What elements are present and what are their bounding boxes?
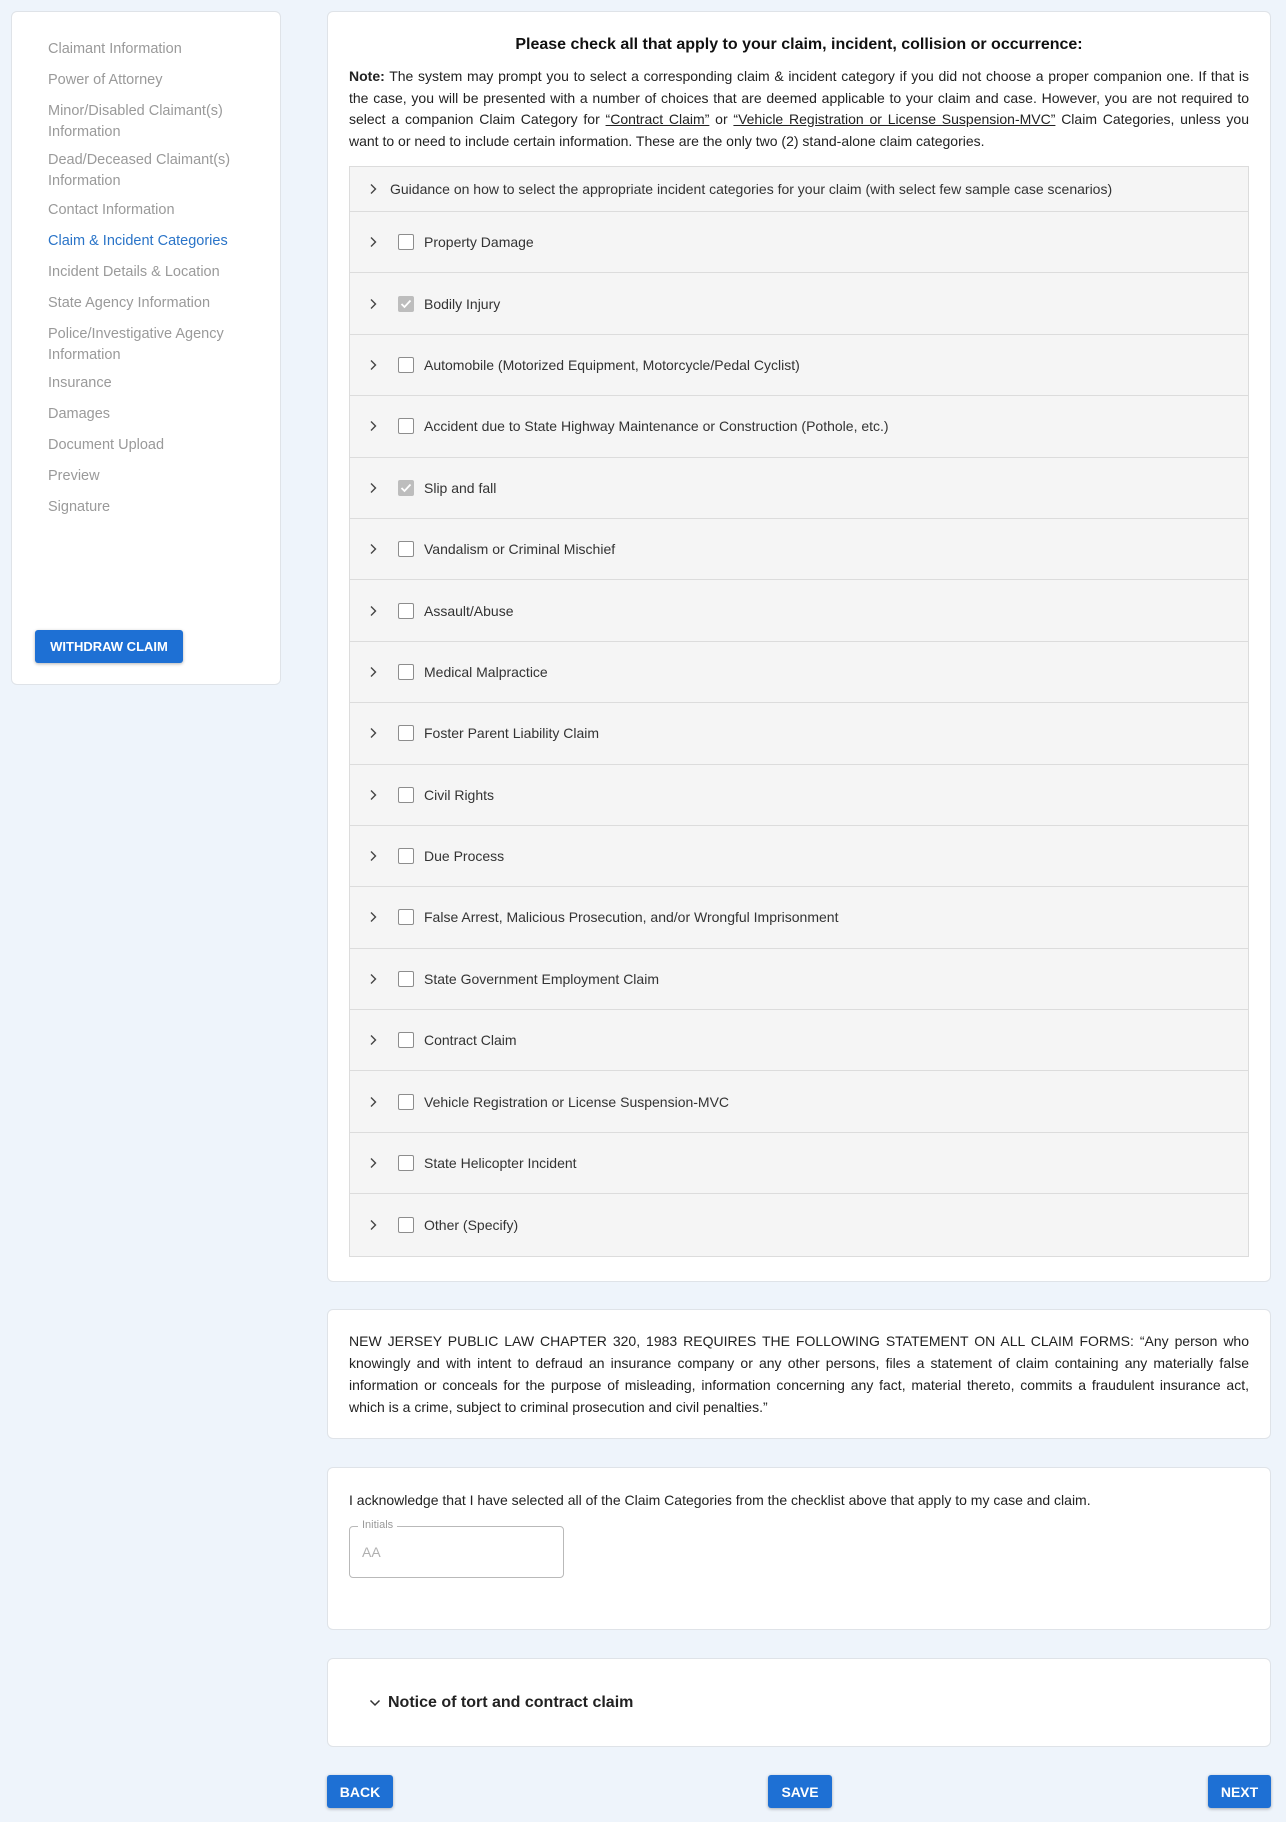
category-checkbox[interactable] xyxy=(398,909,414,925)
category-checkbox[interactable] xyxy=(398,603,414,619)
chevron-right-icon[interactable] xyxy=(366,1095,380,1109)
category-row[interactable] xyxy=(350,887,1248,948)
sidebar-item[interactable]: Damages xyxy=(48,406,111,422)
category-label: Accident due to State Highway Maintenance or Construction (Pothole, etc.) xyxy=(424,418,889,435)
sidebar-item[interactable]: State Agency Information xyxy=(48,295,211,311)
category-checkbox[interactable] xyxy=(398,725,414,741)
category-label: Property Damage xyxy=(424,234,534,251)
save-button[interactable]: SAVE xyxy=(768,1775,832,1808)
category-row[interactable] xyxy=(350,458,1248,519)
category-checkbox[interactable] xyxy=(398,1094,414,1110)
category-label: Contract Claim xyxy=(424,1032,517,1049)
category-checkbox[interactable] xyxy=(398,1217,414,1233)
sidebar-item[interactable]: Claimant Information xyxy=(48,41,182,57)
contract-claim-reference: “Contract Claim” xyxy=(605,111,710,127)
category-label: False Arrest, Malicious Prosecution, and/or Wrongful Imprisonment xyxy=(424,909,839,926)
category-label: Vehicle Registration or License Suspension-MVC xyxy=(424,1093,730,1110)
chevron-right-icon[interactable] xyxy=(366,1033,380,1047)
category-checkbox[interactable] xyxy=(398,296,414,312)
note-label: Note: xyxy=(349,68,385,84)
category-row[interactable] xyxy=(350,826,1248,887)
chevron-right-icon[interactable] xyxy=(366,726,380,740)
legal-statement-card xyxy=(327,1309,1271,1439)
category-checkbox[interactable] xyxy=(398,234,414,250)
vehicle-registration-reference: “Vehicle Registration or License Suspension-MVC” xyxy=(733,111,1056,127)
chevron-right-icon[interactable] xyxy=(366,1218,380,1232)
check-icon xyxy=(400,299,412,309)
category-label: Vandalism or Criminal Mischief xyxy=(424,541,616,558)
notice-card xyxy=(327,1658,1271,1747)
category-label: Due Process xyxy=(424,848,505,865)
category-row[interactable] xyxy=(350,642,1248,703)
category-checkbox[interactable] xyxy=(398,971,414,987)
notice-label: Notice of tort and contract claim xyxy=(388,1694,634,1711)
chevron-right-icon[interactable] xyxy=(366,235,380,249)
category-label: Foster Parent Liability Claim xyxy=(424,725,600,742)
category-checkbox[interactable] xyxy=(398,480,414,496)
chevron-right-icon[interactable] xyxy=(366,910,380,924)
chevron-right-icon xyxy=(366,182,380,196)
category-row[interactable] xyxy=(350,580,1248,641)
category-row[interactable] xyxy=(350,519,1248,580)
legal-statement: NEW JERSEY PUBLIC LAW CHAPTER 320, 1983 REQUIRES THE FOLLOWING STATEMENT ON ALL CLAIM FORMS: “Any person who knowingly and with intent to defraud an insurance company or any other persons, files a statement of claim containing any materially false information or conceals for the purpose of misleading, information concerning any fact, material thereto, commits a fraudulent insurance act, which is a crime, subject to criminal prosecution and civil penalties.” xyxy=(349,1333,1249,1415)
sidebar-item[interactable]: Document Upload xyxy=(48,437,165,453)
category-label: Automobile (Motorized Equipment, Motorcycle/Pedal Cyclist) xyxy=(424,356,800,373)
next-button[interactable]: NEXT xyxy=(1208,1775,1271,1808)
category-label: Assault/Abuse xyxy=(424,602,514,619)
chevron-right-icon[interactable] xyxy=(366,297,380,311)
category-label: Other (Specify) xyxy=(424,1216,519,1233)
sidebar-item[interactable]: Police/Investigative Agency Information xyxy=(48,326,224,363)
sidebar-item[interactable]: Contact Information xyxy=(48,202,175,218)
category-label: State Helicopter Incident xyxy=(424,1155,577,1172)
sidebar xyxy=(11,11,281,685)
sidebar-item[interactable]: Insurance xyxy=(48,375,112,391)
guidance-accordion-header[interactable] xyxy=(350,167,1248,212)
acknowledgement-text: I acknowledge that I have selected all of the Claim Categories from the checklist above that apply to my case and claim. xyxy=(349,1492,1091,1508)
initials-input[interactable] xyxy=(350,1527,563,1577)
withdraw-claim-button[interactable]: WITHDRAW CLAIM xyxy=(35,630,183,663)
sidebar-item[interactable]: Power of Attorney xyxy=(48,72,163,88)
category-checkbox[interactable] xyxy=(398,787,414,803)
category-checkbox[interactable] xyxy=(398,664,414,680)
chevron-right-icon[interactable] xyxy=(366,1156,380,1170)
category-row[interactable] xyxy=(350,212,1248,273)
sidebar-item[interactable]: Signature xyxy=(48,499,111,515)
acknowledgement-card xyxy=(327,1467,1271,1630)
chevron-right-icon[interactable] xyxy=(366,542,380,556)
category-checkbox[interactable] xyxy=(398,357,414,373)
note-text-2: or xyxy=(709,111,734,127)
initials-field xyxy=(349,1519,564,1578)
check-icon xyxy=(400,483,412,493)
chevron-right-icon[interactable] xyxy=(366,972,380,986)
category-list xyxy=(350,212,1248,1256)
category-label: Slip and fall xyxy=(424,479,497,496)
note-paragraph xyxy=(349,66,1249,152)
categories-accordion xyxy=(349,166,1249,1257)
sidebar-item[interactable]: Incident Details & Location xyxy=(48,264,220,280)
category-row[interactable] xyxy=(350,1133,1248,1194)
category-row[interactable] xyxy=(350,335,1248,396)
category-row[interactable] xyxy=(350,949,1248,1010)
category-checkbox[interactable] xyxy=(398,1032,414,1048)
page-title: Please check all that apply to your claim, incident, collision or occurrence: xyxy=(515,36,1083,53)
category-row[interactable] xyxy=(350,273,1248,334)
category-label: State Government Employment Claim xyxy=(424,970,659,987)
category-row[interactable] xyxy=(350,396,1248,457)
category-checkbox[interactable] xyxy=(398,418,414,434)
sidebar-item[interactable]: Claim & Incident Categories xyxy=(48,233,228,249)
category-row[interactable] xyxy=(350,1010,1248,1071)
chevron-right-icon[interactable] xyxy=(366,419,380,433)
category-row[interactable] xyxy=(350,703,1248,764)
initials-label: Initials xyxy=(358,1519,397,1531)
category-row[interactable] xyxy=(350,1071,1248,1132)
note-text-3: Claim Categories, unless you want to or need to include certain information. These are the only two (2) stand-alone claim categories. xyxy=(349,111,1249,149)
category-checkbox[interactable] xyxy=(398,541,414,557)
back-button[interactable]: BACK xyxy=(327,1775,393,1808)
sidebar-item[interactable]: Dead/Deceased Claimant(s) Information xyxy=(48,152,231,189)
chevron-right-icon[interactable] xyxy=(366,849,380,863)
notice-toggle[interactable] xyxy=(368,1694,633,1712)
category-row[interactable] xyxy=(350,1194,1248,1255)
category-label: Civil Rights xyxy=(424,786,495,803)
category-label: Bodily Injury xyxy=(424,295,501,312)
chevron-right-icon[interactable] xyxy=(366,788,380,802)
category-row[interactable] xyxy=(350,765,1248,826)
category-checkbox[interactable] xyxy=(398,1155,414,1171)
chevron-right-icon[interactable] xyxy=(366,481,380,495)
note-text-1: The system may prompt you to select a corresponding claim & incident category if you did not choose a proper companion one. If that is the case, you will be presented with a number of choices that are deemed applicable to your claim and case. However, you are not required to select a companion Claim Category for xyxy=(349,68,1249,127)
chevron-down-icon xyxy=(368,1696,382,1710)
chevron-right-icon[interactable] xyxy=(366,665,380,679)
chevron-right-icon[interactable] xyxy=(366,358,380,372)
sidebar-item[interactable]: Minor/Disabled Claimant(s) Information xyxy=(48,103,223,140)
guidance-label: Guidance on how to select the appropriate incident categories for your claim (with select few sample case scenarios) xyxy=(390,181,1113,197)
claim-categories-card xyxy=(327,11,1271,1282)
category-label: Medical Malpractice xyxy=(424,663,548,680)
sidebar-item[interactable]: Preview xyxy=(48,468,100,484)
category-checkbox[interactable] xyxy=(398,848,414,864)
chevron-right-icon[interactable] xyxy=(366,604,380,618)
